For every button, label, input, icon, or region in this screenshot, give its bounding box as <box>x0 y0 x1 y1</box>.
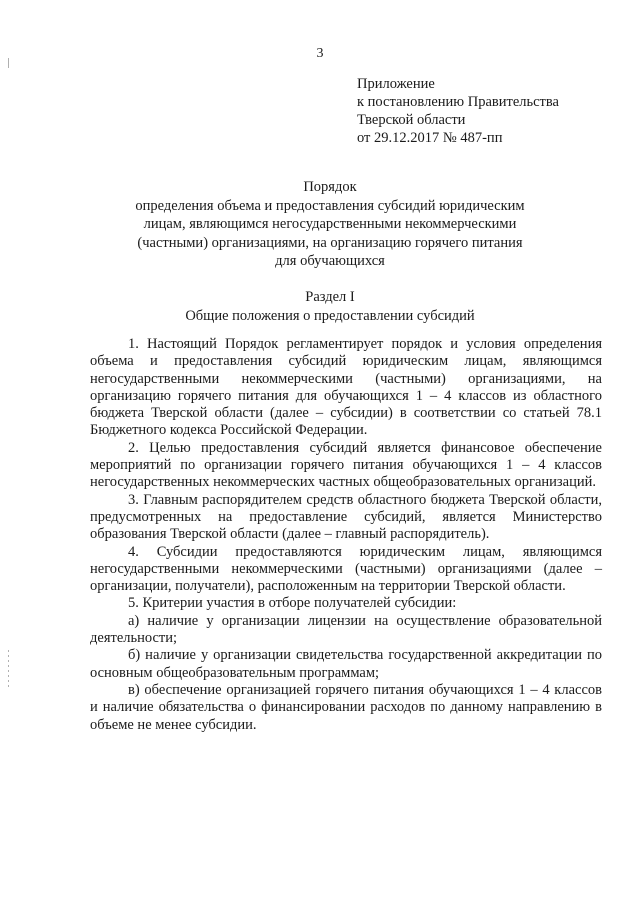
paragraph-3: 3. Главным распорядителем средств областного бюджета Тверской области, предусмотренных на предоставление субсидий, является Министерство образования Тверской области (далее – главный распорядитель). <box>90 491 602 543</box>
appendix-line: к постановлению Правительства <box>357 94 559 110</box>
section-heading-block <box>80 288 580 325</box>
paragraph-2: 2. Целью предоставления субсидий является финансовое обеспечение мероприятий по организации горячего питания обучающихся 1 – 4 классов негосударственных некоммерческих частных общеобразовательных организаций. <box>90 439 602 491</box>
title-line: лицам, являющимся негосударственными некоммерческими <box>143 216 517 232</box>
paragraph-5c: в) обеспечение организацией горячего питания обучающихся 1 – 4 классов и наличие обязательства о финансировании расходов по данному направлению в объеме не менее субсидии. <box>90 681 602 733</box>
section-subheading: Общие положения о предоставлении субсидий <box>185 307 475 324</box>
page-number: 3 <box>316 46 324 61</box>
paragraph-5: 5. Критерии участия в отборе получателей субсидии: <box>128 595 457 612</box>
appendix-line: Тверской области <box>357 112 466 128</box>
document-title <box>80 178 580 271</box>
paragraph-1: 1. Настоящий Порядок регламентирует порядок и условия определения объема и предоставления субсидий юридическим лицам, являющимся негосударственными некоммерческими (частными) организациями, на организацию горячего питания для обучающихся 1 – 4 классов из областного бюджета Тверской области (далее – субсидии) в соответствии со статьей 78.1 Бюджетного кодекса Российской Федерации. <box>90 336 602 439</box>
section-heading: Раздел I <box>305 289 355 305</box>
title-line: (частными) организациями, на организацию горячего питания <box>137 234 523 251</box>
body-text <box>90 336 602 734</box>
appendix-line: от 29.12.2017 № 487-пп <box>357 130 503 146</box>
title-line: для обучающихся <box>275 253 385 269</box>
title-line: Порядок <box>303 179 357 195</box>
paragraph-4: 4. Субсидии предоставляются юридическим лицам, являющимся негосударственными некоммерческими (частными) организациями (далее – организации, получатели), расположенным на территории Тверской области. <box>90 543 602 595</box>
title-line: определения объема и предоставления субсидий юридическим <box>135 197 525 214</box>
appendix-header <box>357 75 617 147</box>
appendix-line: Приложение <box>357 76 435 92</box>
paragraph-5a: а) наличие у организации лицензии на осуществление образовательной деятельности; <box>90 612 602 647</box>
paragraph-5b: б) наличие у организации свидетельства государственной аккредитации по основным общеобразовательным программам; <box>90 647 602 681</box>
scan-margin-mark-bottom <box>8 650 9 690</box>
